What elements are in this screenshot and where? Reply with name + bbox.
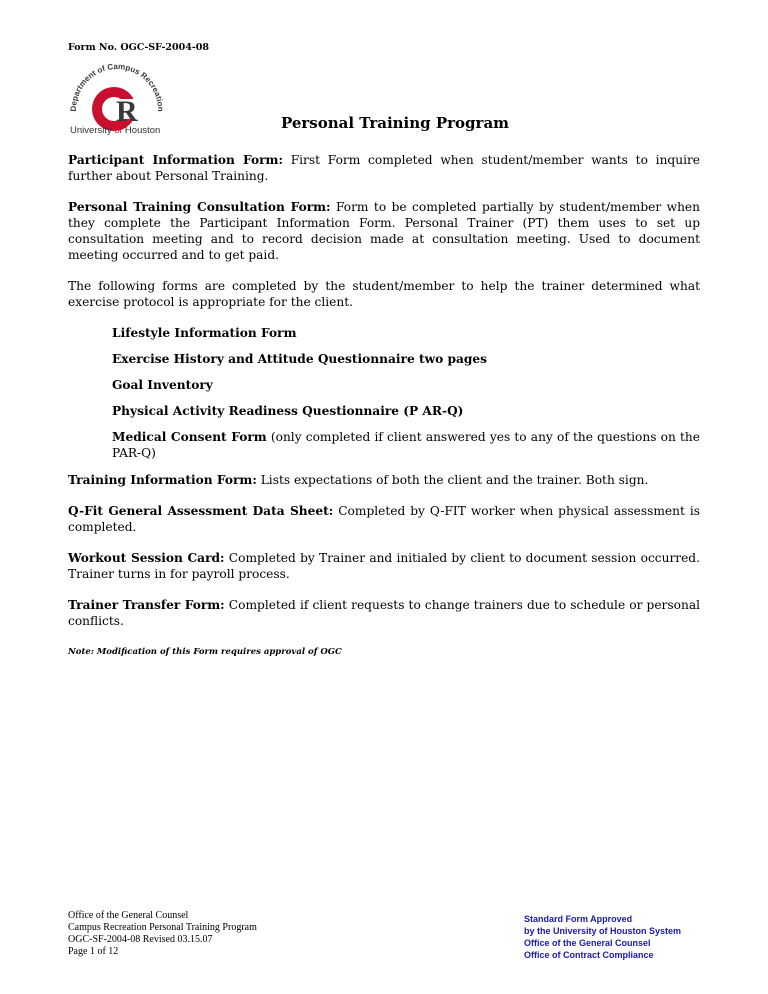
logo-monogram: R [116, 95, 138, 128]
transfer-paragraph: Trainer Transfer Form: Completed if client requests to change trainers due to schedule or personal conflicts. [68, 598, 700, 628]
workout-paragraph: Workout Session Card: Completed by Trainer and initialed by client to document session occurred. Trainer turns in for payroll process. [68, 551, 700, 581]
approval-line: Office of the General Counsel [524, 938, 651, 948]
intro-paragraph: The following forms are completed by the student/member to help the trainer determined what exercise protocol is appropriate for the client. [68, 279, 700, 309]
list-item: Lifestyle Information Form [112, 326, 297, 340]
document-body [68, 152, 700, 675]
list-item: Physical Activity Readiness Questionnaire (P AR-Q) [112, 404, 464, 418]
modification-note: Note: Modification of this Form requires approval of OGC [68, 647, 342, 657]
training-info-paragraph: Training Information Form: Lists expectations of both the client and the trainer. Both sign. [68, 473, 649, 487]
page-title: Personal Training Program [280, 114, 510, 132]
footer-line: Campus Recreation Personal Training Program [68, 922, 257, 933]
footer-approval [524, 913, 681, 961]
qfit-paragraph: Q-Fit General Assessment Data Sheet: Completed by Q-FIT worker when physical assessment is completed. [68, 504, 700, 534]
consultation-paragraph: Personal Training Consultation Form: Form to be completed partially by student/member when they complete the Participant Information Form. Personal Trainer (PT) them uses to set up consultation meeting and to record decision made at consultation meeting. Used to document meeting occurred and to get paid. [68, 200, 700, 262]
list-item: Exercise History and Attitude Questionnaire two pages [112, 352, 488, 366]
footer-left [68, 910, 257, 958]
page-number: Page 1 of 12 [68, 946, 119, 957]
medical-consent-item: Medical Consent Form (only completed if client answered yes to any of the questions on the PAR-Q) [112, 430, 700, 460]
forms-list [112, 325, 700, 461]
approval-line: Standard Form Approved [524, 914, 633, 924]
approval-line: Office of Contract Compliance [524, 950, 654, 960]
approval-line: by the University of Houston System [524, 926, 682, 936]
participant-paragraph: Participant Information Form: First Form completed when student/member wants to inquire further about Personal Training. [68, 153, 701, 183]
list-item: Goal Inventory [112, 378, 213, 392]
university-name: University of Houston [70, 125, 161, 136]
logo-arc-text: Department of Campus Recreation [68, 61, 166, 112]
footer-line: OGC-SF-2004-08 Revised 03.15.07 [68, 934, 213, 945]
footer-line: Office of the General Counsel [68, 910, 189, 921]
form-number: Form No. OGC-SF-2004-08 [68, 42, 210, 53]
